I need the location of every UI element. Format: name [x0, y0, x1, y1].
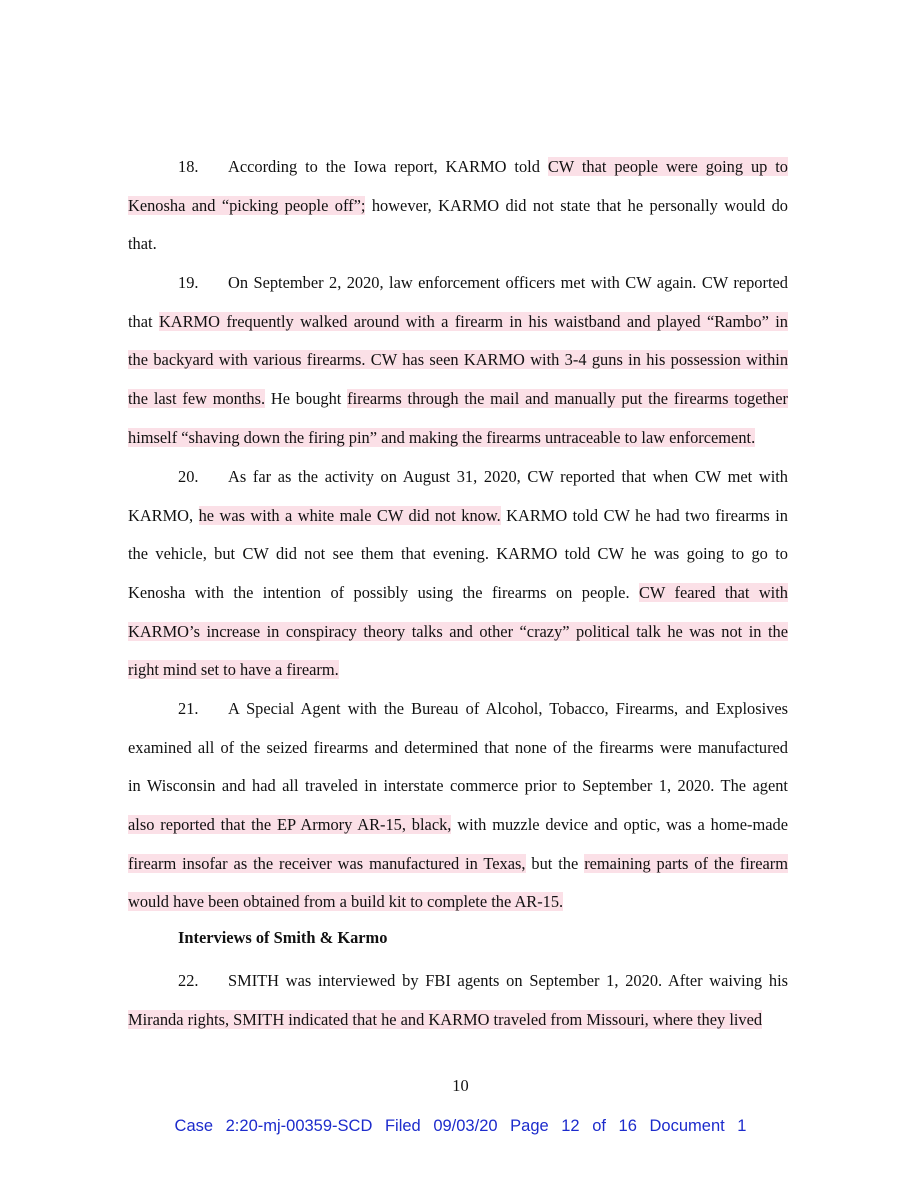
- text-run: KARMO,: [128, 505, 199, 525]
- highlighted-text: Miranda rights, SMITH indicated that he and KARMO traveled from Missouri, where they lived: [128, 1009, 763, 1029]
- paragraph-19: [128, 264, 788, 457]
- highlighted-text: KARMO with 3-4 guns in his possession within: [463, 350, 789, 370]
- paragraph-number: 22.: [178, 971, 199, 990]
- paragraph-number: 18.: [178, 157, 199, 176]
- highlighted-text: remaining parts of the firearm: [584, 853, 788, 873]
- paragraph-line: [128, 419, 788, 458]
- text-run: Kenosha with the intention of possibly using the firearms on people.: [128, 583, 639, 603]
- paragraph-line: [128, 341, 788, 380]
- paragraph-line: [128, 962, 788, 1001]
- highlighted-text: right mind set to have a firearm.: [128, 660, 339, 680]
- paragraph-18: [128, 148, 788, 264]
- paragraph-line: [128, 225, 788, 264]
- paragraph-line: [128, 845, 788, 884]
- text-run: As far as the activity on August 31, 2020, CW reported that when CW met with: [228, 467, 788, 486]
- highlighted-text: would have been obtained from a build kit to complete the AR-15.: [128, 892, 564, 912]
- text-run: KARMO told CW he had two firearms in: [500, 505, 789, 525]
- text-run: in Wisconsin and had all traveled in interstate commerce prior to September 1, 2020. The agent: [128, 776, 788, 796]
- text-run: however, KARMO did not state that he personally would do: [365, 195, 788, 215]
- highlighted-text: KARMO frequently walked around with a firearm in his waistband and played “Rambo” in: [158, 311, 788, 331]
- text-run: that.: [128, 234, 157, 254]
- footer-document-number: Document 1: [649, 1117, 747, 1135]
- highlighted-text: CW feared that with: [638, 583, 788, 603]
- text-run: According to the Iowa report, KARMO told: [228, 157, 548, 176]
- paragraph-line: [128, 651, 788, 690]
- highlighted-text: the backyard with various firearms. CW has seen: [128, 350, 464, 370]
- paragraph-line: [128, 806, 788, 845]
- paragraph-number: 21.: [178, 699, 199, 718]
- text-run: SMITH was interviewed by FBI agents on September 1, 2020. After waiving his: [228, 971, 788, 990]
- paragraph-21: [128, 690, 788, 922]
- paragraph-line: [128, 574, 788, 613]
- paragraph-line: [128, 187, 788, 226]
- highlighted-text: also reported that the EP Armory AR-15, black,: [128, 815, 452, 835]
- paragraph-number: 19.: [178, 273, 199, 292]
- highlighted-text: the last few months.: [128, 389, 266, 409]
- highlighted-text: he was with a white male CW did not know.: [198, 505, 501, 525]
- paragraph-line: [128, 497, 788, 536]
- paragraph-line: [128, 303, 788, 342]
- section-heading: Interviews of Smith & Karmo: [178, 928, 388, 947]
- paragraph-line: [128, 264, 788, 303]
- paragraph-line: [128, 535, 788, 574]
- paragraph-22: [128, 962, 788, 1039]
- paragraph-line: [128, 1001, 788, 1040]
- paragraph-line: [128, 148, 788, 187]
- footer-filed-date: Filed 09/03/20: [384, 1117, 498, 1135]
- page-number: 10: [452, 1076, 469, 1095]
- text-run: that: [128, 311, 159, 331]
- footer-page-count: Page 12 of 16: [510, 1117, 637, 1135]
- paragraph-line: [128, 883, 788, 922]
- text-run: On September 2, 2020, law enforcement officers met with CW again. CW reported: [228, 273, 788, 292]
- highlighted-text: firearm insofar as the receiver was manufactured in Texas,: [128, 853, 526, 873]
- text-run: the vehicle, but CW did not see them that evening. KARMO told CW he was going to go to: [128, 544, 788, 564]
- highlighted-text: himself “shaving down the firing pin” and making the firearms untraceable to law enforcement.: [128, 427, 756, 447]
- paragraph-number: 20.: [178, 467, 199, 486]
- footer-case-number: Case 2:20-mj-00359-SCD: [174, 1117, 373, 1135]
- paragraph-line: [128, 690, 788, 729]
- paragraph-line: [128, 458, 788, 497]
- text-run: but the: [525, 853, 585, 873]
- text-run: He bought: [265, 389, 348, 409]
- case-footer: [0, 1117, 921, 1136]
- highlighted-text: KARMO’s increase in conspiracy theory talks and other “crazy” political talk he was not in the: [128, 621, 788, 641]
- text-run: A Special Agent with the Bureau of Alcohol, Tobacco, Firearms, and Explosives: [228, 699, 788, 718]
- highlighted-text: Kenosha and “picking people off”;: [128, 195, 366, 215]
- paragraph-line: [128, 767, 788, 806]
- paragraph-line: [128, 729, 788, 768]
- paragraph-line: [128, 613, 788, 652]
- highlighted-text: firearms through the mail and manually put the firearms together: [347, 389, 788, 409]
- text-run: examined all of the seized firearms and determined that none of the firearms were manufactured: [128, 737, 788, 757]
- text-run: with muzzle device and optic, was a home-made: [451, 815, 788, 835]
- highlighted-text: CW that people were going up to: [547, 157, 788, 176]
- paragraph-line: [128, 380, 788, 419]
- paragraph-20: [128, 458, 788, 690]
